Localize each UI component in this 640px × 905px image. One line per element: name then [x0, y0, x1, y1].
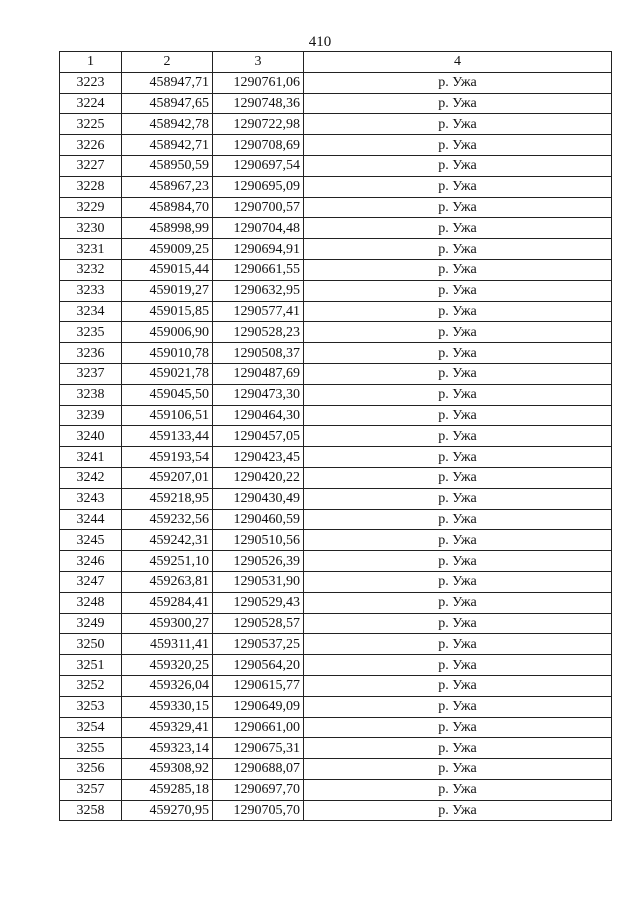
y-coordinate-cell: 1290748,36 [213, 93, 304, 114]
point-number-cell: 3248 [60, 592, 122, 613]
y-coordinate-cell: 1290531,90 [213, 571, 304, 592]
y-coordinate-cell: 1290508,37 [213, 343, 304, 364]
point-number-cell: 3244 [60, 509, 122, 530]
x-coordinate-cell: 458947,71 [122, 72, 213, 93]
y-coordinate-cell: 1290564,20 [213, 655, 304, 676]
x-coordinate-cell: 459270,95 [122, 800, 213, 821]
y-coordinate-cell: 1290510,56 [213, 530, 304, 551]
page-number: 410 [308, 34, 332, 50]
table-row [60, 322, 612, 343]
y-coordinate-cell: 1290661,55 [213, 259, 304, 280]
table-row [60, 634, 612, 655]
description-cell: р. Ужа [304, 301, 612, 322]
column-header-4: 4 [304, 52, 612, 73]
table-row [60, 114, 612, 135]
point-number-cell: 3242 [60, 467, 122, 488]
x-coordinate-cell: 459015,44 [122, 259, 213, 280]
x-coordinate-cell: 458947,65 [122, 93, 213, 114]
y-coordinate-cell: 1290675,31 [213, 738, 304, 759]
x-coordinate-cell: 459326,04 [122, 675, 213, 696]
description-cell: р. Ужа [304, 696, 612, 717]
y-coordinate-cell: 1290661,00 [213, 717, 304, 738]
y-coordinate-cell: 1290700,57 [213, 197, 304, 218]
column-header-2: 2 [122, 52, 213, 73]
y-coordinate-cell: 1290705,70 [213, 800, 304, 821]
point-number-cell: 3253 [60, 696, 122, 717]
description-cell: р. Ужа [304, 738, 612, 759]
point-number-cell: 3254 [60, 717, 122, 738]
table-row [60, 301, 612, 322]
description-cell: р. Ужа [304, 384, 612, 405]
x-coordinate-cell: 459133,44 [122, 426, 213, 447]
description-cell: р. Ужа [304, 467, 612, 488]
description-cell: р. Ужа [304, 363, 612, 384]
description-cell: р. Ужа [304, 509, 612, 530]
table-row [60, 488, 612, 509]
table-row [60, 218, 612, 239]
x-coordinate-cell: 459045,50 [122, 384, 213, 405]
y-coordinate-cell: 1290528,57 [213, 613, 304, 634]
y-coordinate-cell: 1290632,95 [213, 280, 304, 301]
table-header-row [60, 52, 612, 73]
description-cell: р. Ужа [304, 779, 612, 800]
point-number-cell: 3256 [60, 759, 122, 780]
description-cell: р. Ужа [304, 571, 612, 592]
description-cell: р. Ужа [304, 800, 612, 821]
description-cell: р. Ужа [304, 176, 612, 197]
description-cell: р. Ужа [304, 717, 612, 738]
description-cell: р. Ужа [304, 592, 612, 613]
point-number-cell: 3223 [60, 72, 122, 93]
x-coordinate-cell: 458998,99 [122, 218, 213, 239]
x-coordinate-cell: 459106,51 [122, 405, 213, 426]
description-cell: р. Ужа [304, 447, 612, 468]
y-coordinate-cell: 1290615,77 [213, 675, 304, 696]
table-row [60, 384, 612, 405]
description-cell: р. Ужа [304, 155, 612, 176]
y-coordinate-cell: 1290473,30 [213, 384, 304, 405]
description-cell: р. Ужа [304, 488, 612, 509]
table-row [60, 717, 612, 738]
table-row [60, 405, 612, 426]
point-number-cell: 3255 [60, 738, 122, 759]
x-coordinate-cell: 458984,70 [122, 197, 213, 218]
table-row [60, 467, 612, 488]
y-coordinate-cell: 1290526,39 [213, 551, 304, 572]
table-row [60, 259, 612, 280]
point-number-cell: 3250 [60, 634, 122, 655]
table-row [60, 551, 612, 572]
y-coordinate-cell: 1290528,23 [213, 322, 304, 343]
x-coordinate-cell: 459019,27 [122, 280, 213, 301]
table-row [60, 239, 612, 260]
description-cell: р. Ужа [304, 343, 612, 364]
point-number-cell: 3249 [60, 613, 122, 634]
x-coordinate-cell: 459308,92 [122, 759, 213, 780]
y-coordinate-cell: 1290697,70 [213, 779, 304, 800]
y-coordinate-cell: 1290460,59 [213, 509, 304, 530]
table-row [60, 426, 612, 447]
table-row [60, 93, 612, 114]
description-cell: р. Ужа [304, 405, 612, 426]
point-number-cell: 3251 [60, 655, 122, 676]
column-header-3: 3 [213, 52, 304, 73]
description-cell: р. Ужа [304, 135, 612, 156]
description-cell: р. Ужа [304, 259, 612, 280]
table-row [60, 571, 612, 592]
x-coordinate-cell: 459300,27 [122, 613, 213, 634]
point-number-cell: 3246 [60, 551, 122, 572]
description-cell: р. Ужа [304, 197, 612, 218]
y-coordinate-cell: 1290688,07 [213, 759, 304, 780]
point-number-cell: 3236 [60, 343, 122, 364]
description-cell: р. Ужа [304, 322, 612, 343]
point-number-cell: 3231 [60, 239, 122, 260]
description-cell: р. Ужа [304, 72, 612, 93]
point-number-cell: 3230 [60, 218, 122, 239]
description-cell: р. Ужа [304, 655, 612, 676]
description-cell: р. Ужа [304, 239, 612, 260]
column-header-1: 1 [60, 52, 122, 73]
x-coordinate-cell: 459251,10 [122, 551, 213, 572]
x-coordinate-cell: 458967,23 [122, 176, 213, 197]
point-number-cell: 3237 [60, 363, 122, 384]
table-row [60, 613, 612, 634]
table-row [60, 280, 612, 301]
point-number-cell: 3247 [60, 571, 122, 592]
y-coordinate-cell: 1290704,48 [213, 218, 304, 239]
table-row [60, 72, 612, 93]
table-row [60, 343, 612, 364]
description-cell: р. Ужа [304, 114, 612, 135]
x-coordinate-cell: 459320,25 [122, 655, 213, 676]
description-cell: р. Ужа [304, 426, 612, 447]
y-coordinate-cell: 1290695,09 [213, 176, 304, 197]
description-cell: р. Ужа [304, 530, 612, 551]
table-row [60, 530, 612, 551]
table-row [60, 655, 612, 676]
point-number-cell: 3227 [60, 155, 122, 176]
x-coordinate-cell: 459232,56 [122, 509, 213, 530]
x-coordinate-cell: 459015,85 [122, 301, 213, 322]
point-number-cell: 3226 [60, 135, 122, 156]
point-number-cell: 3258 [60, 800, 122, 821]
x-coordinate-cell: 459329,41 [122, 717, 213, 738]
table-row [60, 738, 612, 759]
table-row [60, 696, 612, 717]
table-row [60, 176, 612, 197]
x-coordinate-cell: 458950,59 [122, 155, 213, 176]
table-row [60, 759, 612, 780]
description-cell: р. Ужа [304, 613, 612, 634]
y-coordinate-cell: 1290708,69 [213, 135, 304, 156]
table-row [60, 800, 612, 821]
x-coordinate-cell: 459263,81 [122, 571, 213, 592]
y-coordinate-cell: 1290649,09 [213, 696, 304, 717]
y-coordinate-cell: 1290457,05 [213, 426, 304, 447]
x-coordinate-cell: 459218,95 [122, 488, 213, 509]
point-number-cell: 3241 [60, 447, 122, 468]
coordinates-table [59, 51, 612, 821]
description-cell: р. Ужа [304, 634, 612, 655]
point-number-cell: 3229 [60, 197, 122, 218]
y-coordinate-cell: 1290761,06 [213, 72, 304, 93]
point-number-cell: 3233 [60, 280, 122, 301]
x-coordinate-cell: 459242,31 [122, 530, 213, 551]
description-cell: р. Ужа [304, 675, 612, 696]
table-row [60, 779, 612, 800]
point-number-cell: 3245 [60, 530, 122, 551]
point-number-cell: 3252 [60, 675, 122, 696]
table-row [60, 363, 612, 384]
point-number-cell: 3238 [60, 384, 122, 405]
y-coordinate-cell: 1290697,54 [213, 155, 304, 176]
description-cell: р. Ужа [304, 218, 612, 239]
y-coordinate-cell: 1290423,45 [213, 447, 304, 468]
point-number-cell: 3240 [60, 426, 122, 447]
table-row [60, 197, 612, 218]
y-coordinate-cell: 1290487,69 [213, 363, 304, 384]
x-coordinate-cell: 459311,41 [122, 634, 213, 655]
description-cell: р. Ужа [304, 93, 612, 114]
point-number-cell: 3225 [60, 114, 122, 135]
x-coordinate-cell: 458942,78 [122, 114, 213, 135]
point-number-cell: 3234 [60, 301, 122, 322]
table-row [60, 675, 612, 696]
y-coordinate-cell: 1290694,91 [213, 239, 304, 260]
y-coordinate-cell: 1290464,30 [213, 405, 304, 426]
y-coordinate-cell: 1290430,49 [213, 488, 304, 509]
table-body [60, 72, 612, 821]
x-coordinate-cell: 459330,15 [122, 696, 213, 717]
point-number-cell: 3243 [60, 488, 122, 509]
x-coordinate-cell: 459009,25 [122, 239, 213, 260]
table-row [60, 592, 612, 613]
table-row [60, 447, 612, 468]
x-coordinate-cell: 459010,78 [122, 343, 213, 364]
x-coordinate-cell: 458942,71 [122, 135, 213, 156]
table-row [60, 135, 612, 156]
y-coordinate-cell: 1290537,25 [213, 634, 304, 655]
x-coordinate-cell: 459284,41 [122, 592, 213, 613]
description-cell: р. Ужа [304, 759, 612, 780]
x-coordinate-cell: 459285,18 [122, 779, 213, 800]
table-row [60, 509, 612, 530]
x-coordinate-cell: 459021,78 [122, 363, 213, 384]
point-number-cell: 3224 [60, 93, 122, 114]
point-number-cell: 3239 [60, 405, 122, 426]
description-cell: р. Ужа [304, 551, 612, 572]
table-row [60, 155, 612, 176]
x-coordinate-cell: 459323,14 [122, 738, 213, 759]
point-number-cell: 3235 [60, 322, 122, 343]
point-number-cell: 3257 [60, 779, 122, 800]
x-coordinate-cell: 459207,01 [122, 467, 213, 488]
y-coordinate-cell: 1290420,22 [213, 467, 304, 488]
y-coordinate-cell: 1290577,41 [213, 301, 304, 322]
x-coordinate-cell: 459193,54 [122, 447, 213, 468]
y-coordinate-cell: 1290529,43 [213, 592, 304, 613]
y-coordinate-cell: 1290722,98 [213, 114, 304, 135]
point-number-cell: 3228 [60, 176, 122, 197]
description-cell: р. Ужа [304, 280, 612, 301]
point-number-cell: 3232 [60, 259, 122, 280]
x-coordinate-cell: 459006,90 [122, 322, 213, 343]
